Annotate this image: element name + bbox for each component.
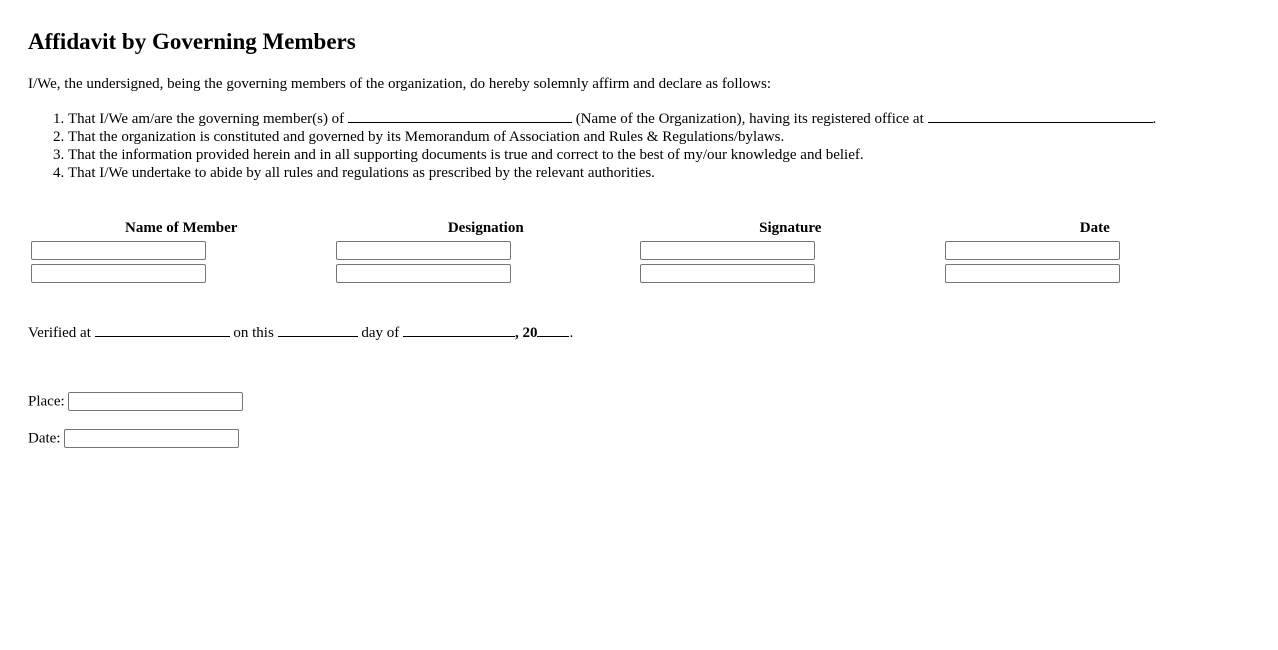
place-row (28, 391, 243, 412)
member-name-input[interactable] (31, 241, 206, 260)
verification-line (28, 323, 573, 342)
table-row (30, 240, 1246, 261)
clauses-list (28, 109, 1156, 182)
verified-month-blank[interactable] (403, 323, 515, 337)
on-this-label: on this (233, 325, 274, 341)
clause-1-middle: (Name of the Organization), having its registered office at (575, 111, 924, 127)
header-signature: Signature (759, 220, 822, 236)
header-designation: Designation (447, 220, 524, 236)
signature-input[interactable] (640, 241, 815, 260)
header-name-of-member: Name of Member (125, 220, 238, 236)
verified-place-blank[interactable] (95, 323, 230, 337)
verification-end: . (569, 325, 574, 341)
members-table-header (30, 219, 1246, 238)
table-row (30, 263, 1246, 284)
year-prefix: , 20 (514, 325, 538, 341)
footer-date-input[interactable] (64, 429, 239, 448)
members-table (28, 217, 1248, 286)
signature-input[interactable] (640, 264, 815, 283)
clause-2: 2. That the organization is constituted and governed by its Memorandum of Association and Rules & Regulations/bylaws. (68, 128, 1156, 146)
place-input[interactable] (68, 392, 243, 411)
date-row (28, 428, 239, 449)
verified-day-blank[interactable] (278, 323, 358, 337)
verified-at-label: Verified at (28, 325, 91, 341)
member-name-input[interactable] (31, 264, 206, 283)
date-input[interactable] (945, 264, 1120, 283)
intro-paragraph: I/We, the undersigned, being the governing members of the organization, do hereby solemnly affirm and declare as follows: (28, 76, 772, 92)
registered-office-blank[interactable] (928, 109, 1153, 123)
place-label: Place: (28, 393, 65, 410)
organization-name-blank[interactable] (348, 109, 572, 123)
designation-input[interactable] (336, 241, 511, 260)
header-date: Date (1079, 220, 1110, 236)
page-title: Affidavit by Governing Members (28, 29, 356, 54)
clause-1 (68, 109, 1156, 128)
clause-1-suffix: . (1152, 111, 1157, 127)
day-of-label: day of (361, 325, 400, 341)
date-label: Date: (28, 430, 61, 447)
clause-3: 3. That the information provided herein and in all supporting documents is true and correct to the best of my/our knowledge and belief. (68, 146, 1156, 164)
clause-4: 4. That I/We undertake to abide by all rules and regulations as prescribed by the relevant authorities. (68, 164, 1156, 182)
date-input[interactable] (945, 241, 1120, 260)
verified-year-blank[interactable] (537, 323, 569, 337)
clause-1-prefix: That I/We am/are the governing member(s) of (68, 111, 345, 127)
designation-input[interactable] (336, 264, 511, 283)
